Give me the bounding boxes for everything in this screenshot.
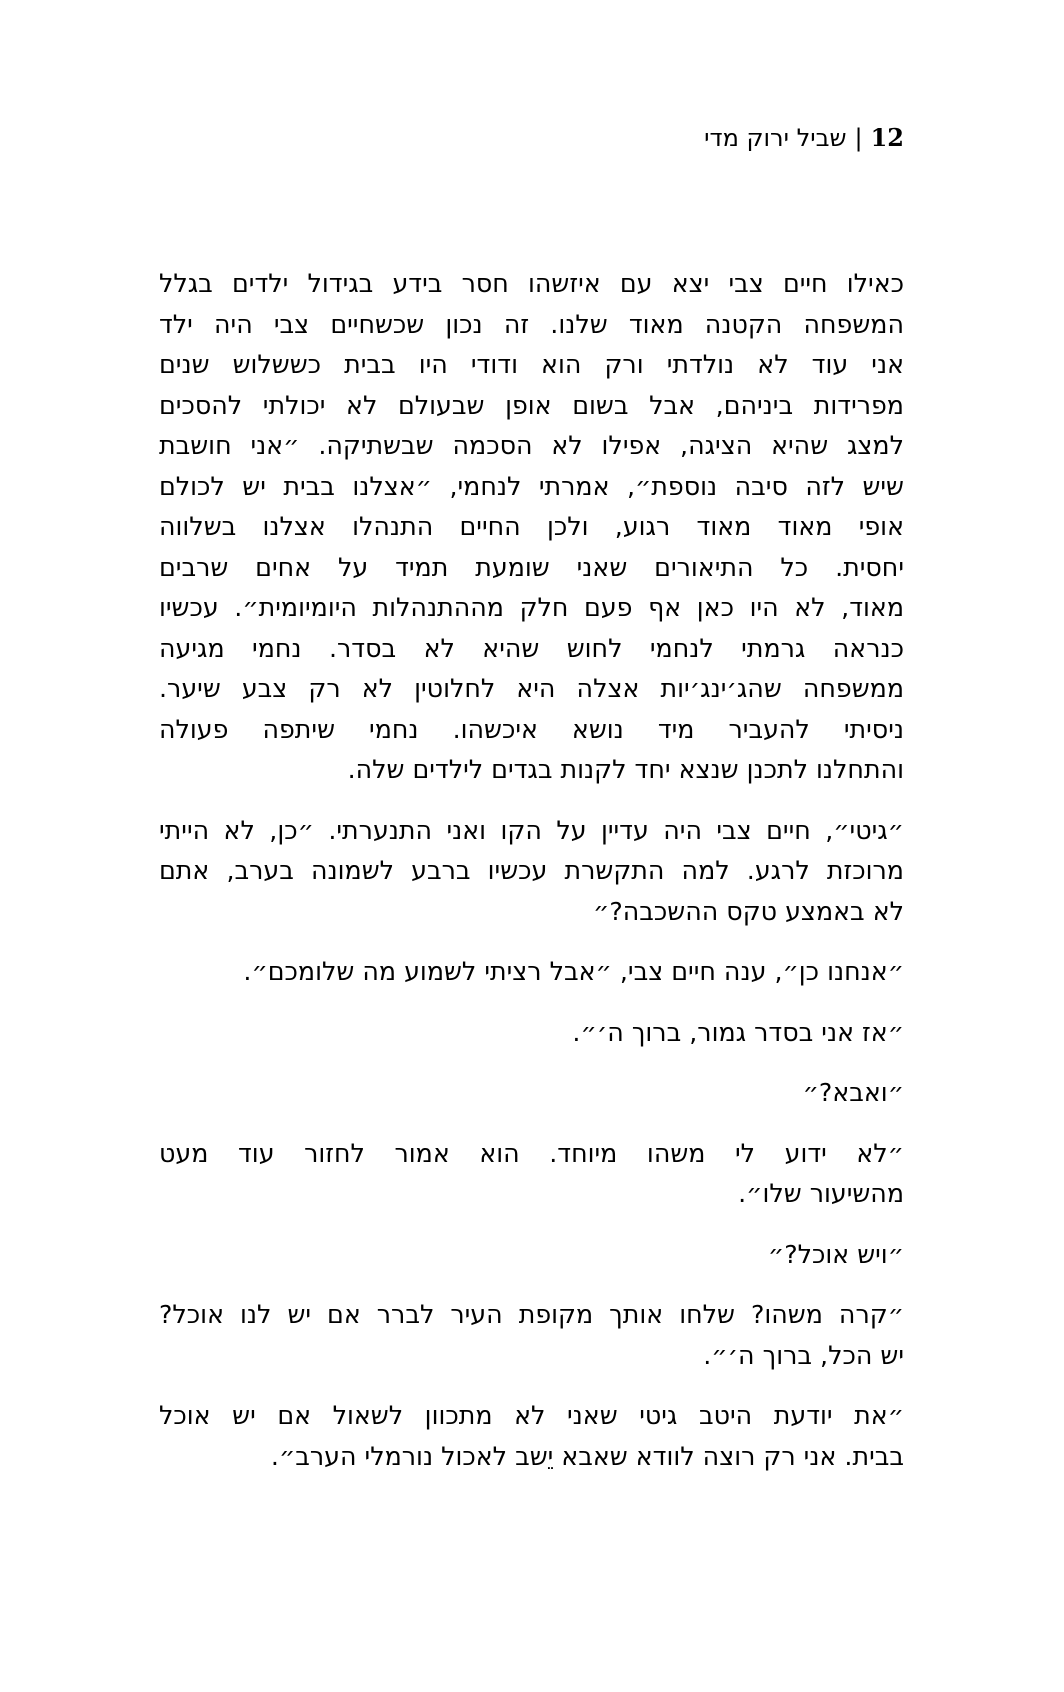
text-line: לא באמצע טקס ההשכבה?״	[593, 896, 904, 926]
text-line: כאילו חיים צבי יצא עם איזשהו חסר בידע בגידול ילדים בגלל	[159, 269, 904, 298]
paragraph	[159, 1013, 904, 1054]
text-line: יש הכל, ברוך ה׳״.	[703, 1340, 904, 1370]
body-text	[159, 264, 904, 1497]
paragraph	[159, 1235, 904, 1276]
text-line: ״גיטי״, חיים צבי היה עדיין על הקו ואני התנערתי. ״כן, לא הייתי	[159, 815, 904, 845]
text-line: אני עוד לא נולדתי ורק הוא ודודי היו בבית כששלוש שנים	[159, 350, 904, 379]
text-line: ״ואבא?״	[802, 1078, 904, 1107]
text-line: מרוכזת לרגע. למה התקשרת עכשיו ברבע לשמונה בערב, אתם	[159, 856, 904, 885]
text-line: ״ויש אוכל?״	[767, 1239, 904, 1269]
text-line: ״אז אני בסדר גמור, ברוך ה׳״.	[572, 1017, 904, 1047]
paragraph	[159, 952, 904, 993]
paragraph	[159, 1295, 904, 1376]
running-header	[160, 118, 904, 158]
paragraph	[159, 1073, 904, 1114]
text-line: ״אנחנו כן״, ענה חיים צבי, ״אבל רציתי לשמוע מה שלומכם״.	[243, 957, 904, 986]
text-line: למצג שהיא הציגה, אפילו לא הסכמה שבשתיקה. ״אני חושבת	[159, 431, 904, 460]
running-title: שביל ירוק מדי	[704, 124, 847, 152]
text-line: מהשיעור שלו״.	[738, 1179, 904, 1208]
text-line: ממשפחה שהג׳ינג׳יות אצלה היא לחלוטין לא רק צבע שיער.	[159, 674, 904, 703]
text-line: ״לא ידוע לי משהו מיוחד. הוא אמור לחזור עוד מעט	[159, 1138, 904, 1168]
text-line: מאוד, לא היו כאן אף פעם חלק מההתנהלות היומיומית״. עכשיו	[159, 593, 904, 622]
text-line: מפרידות ביניהם, אבל בשום אופן שבעולם לא יכולתי להסכים	[159, 390, 904, 420]
text-line: ״את יודעת היטב גיטי שאני לא מתכוון לשאול אם יש אוכל	[159, 1401, 904, 1430]
text-line: ניסיתי להעביר מיד נושא איכשהו. נחמי שיתפה פעולה	[159, 714, 904, 744]
text-line: ״קרה משהו? שלחו אותך מקופת העיר לברר אם יש לנו אוכל?	[159, 1300, 904, 1329]
paragraph	[159, 811, 904, 933]
header-separator: |	[854, 124, 863, 152]
text-line: יחסית. כל התיאורים שאני שומעת תמיד על אחים שרבים	[159, 552, 904, 582]
text-line: בבית. אני רק רוצה לוודא שאבא יֵשב לאכול נורמלי הערב״.	[270, 1441, 904, 1471]
paragraph	[159, 264, 904, 791]
paragraph	[159, 1134, 904, 1215]
text-line: והתחלנו לתכנן שנצא יחד לקנות בגדים לילדים שלה.	[347, 755, 904, 784]
text-line: שיש לזה סיבה נוספת״, אמרתי לנחמי, ״אצלנו בבית יש לכולם	[159, 471, 904, 501]
text-line: אופי מאוד מאוד רגוע, ולכן החיים התנהלו אצלנו בשלווה	[159, 512, 904, 541]
text-line: המשפחה הקטנה מאוד שלנו. זה נכון שכשחיים צבי היה ילד	[159, 309, 904, 339]
text-line: כנראה גרמתי לנחמי לחוש שהיא לא בסדר. נחמי מגיעה	[159, 633, 904, 663]
page-number: 12	[870, 123, 904, 152]
paragraph	[159, 1396, 904, 1477]
